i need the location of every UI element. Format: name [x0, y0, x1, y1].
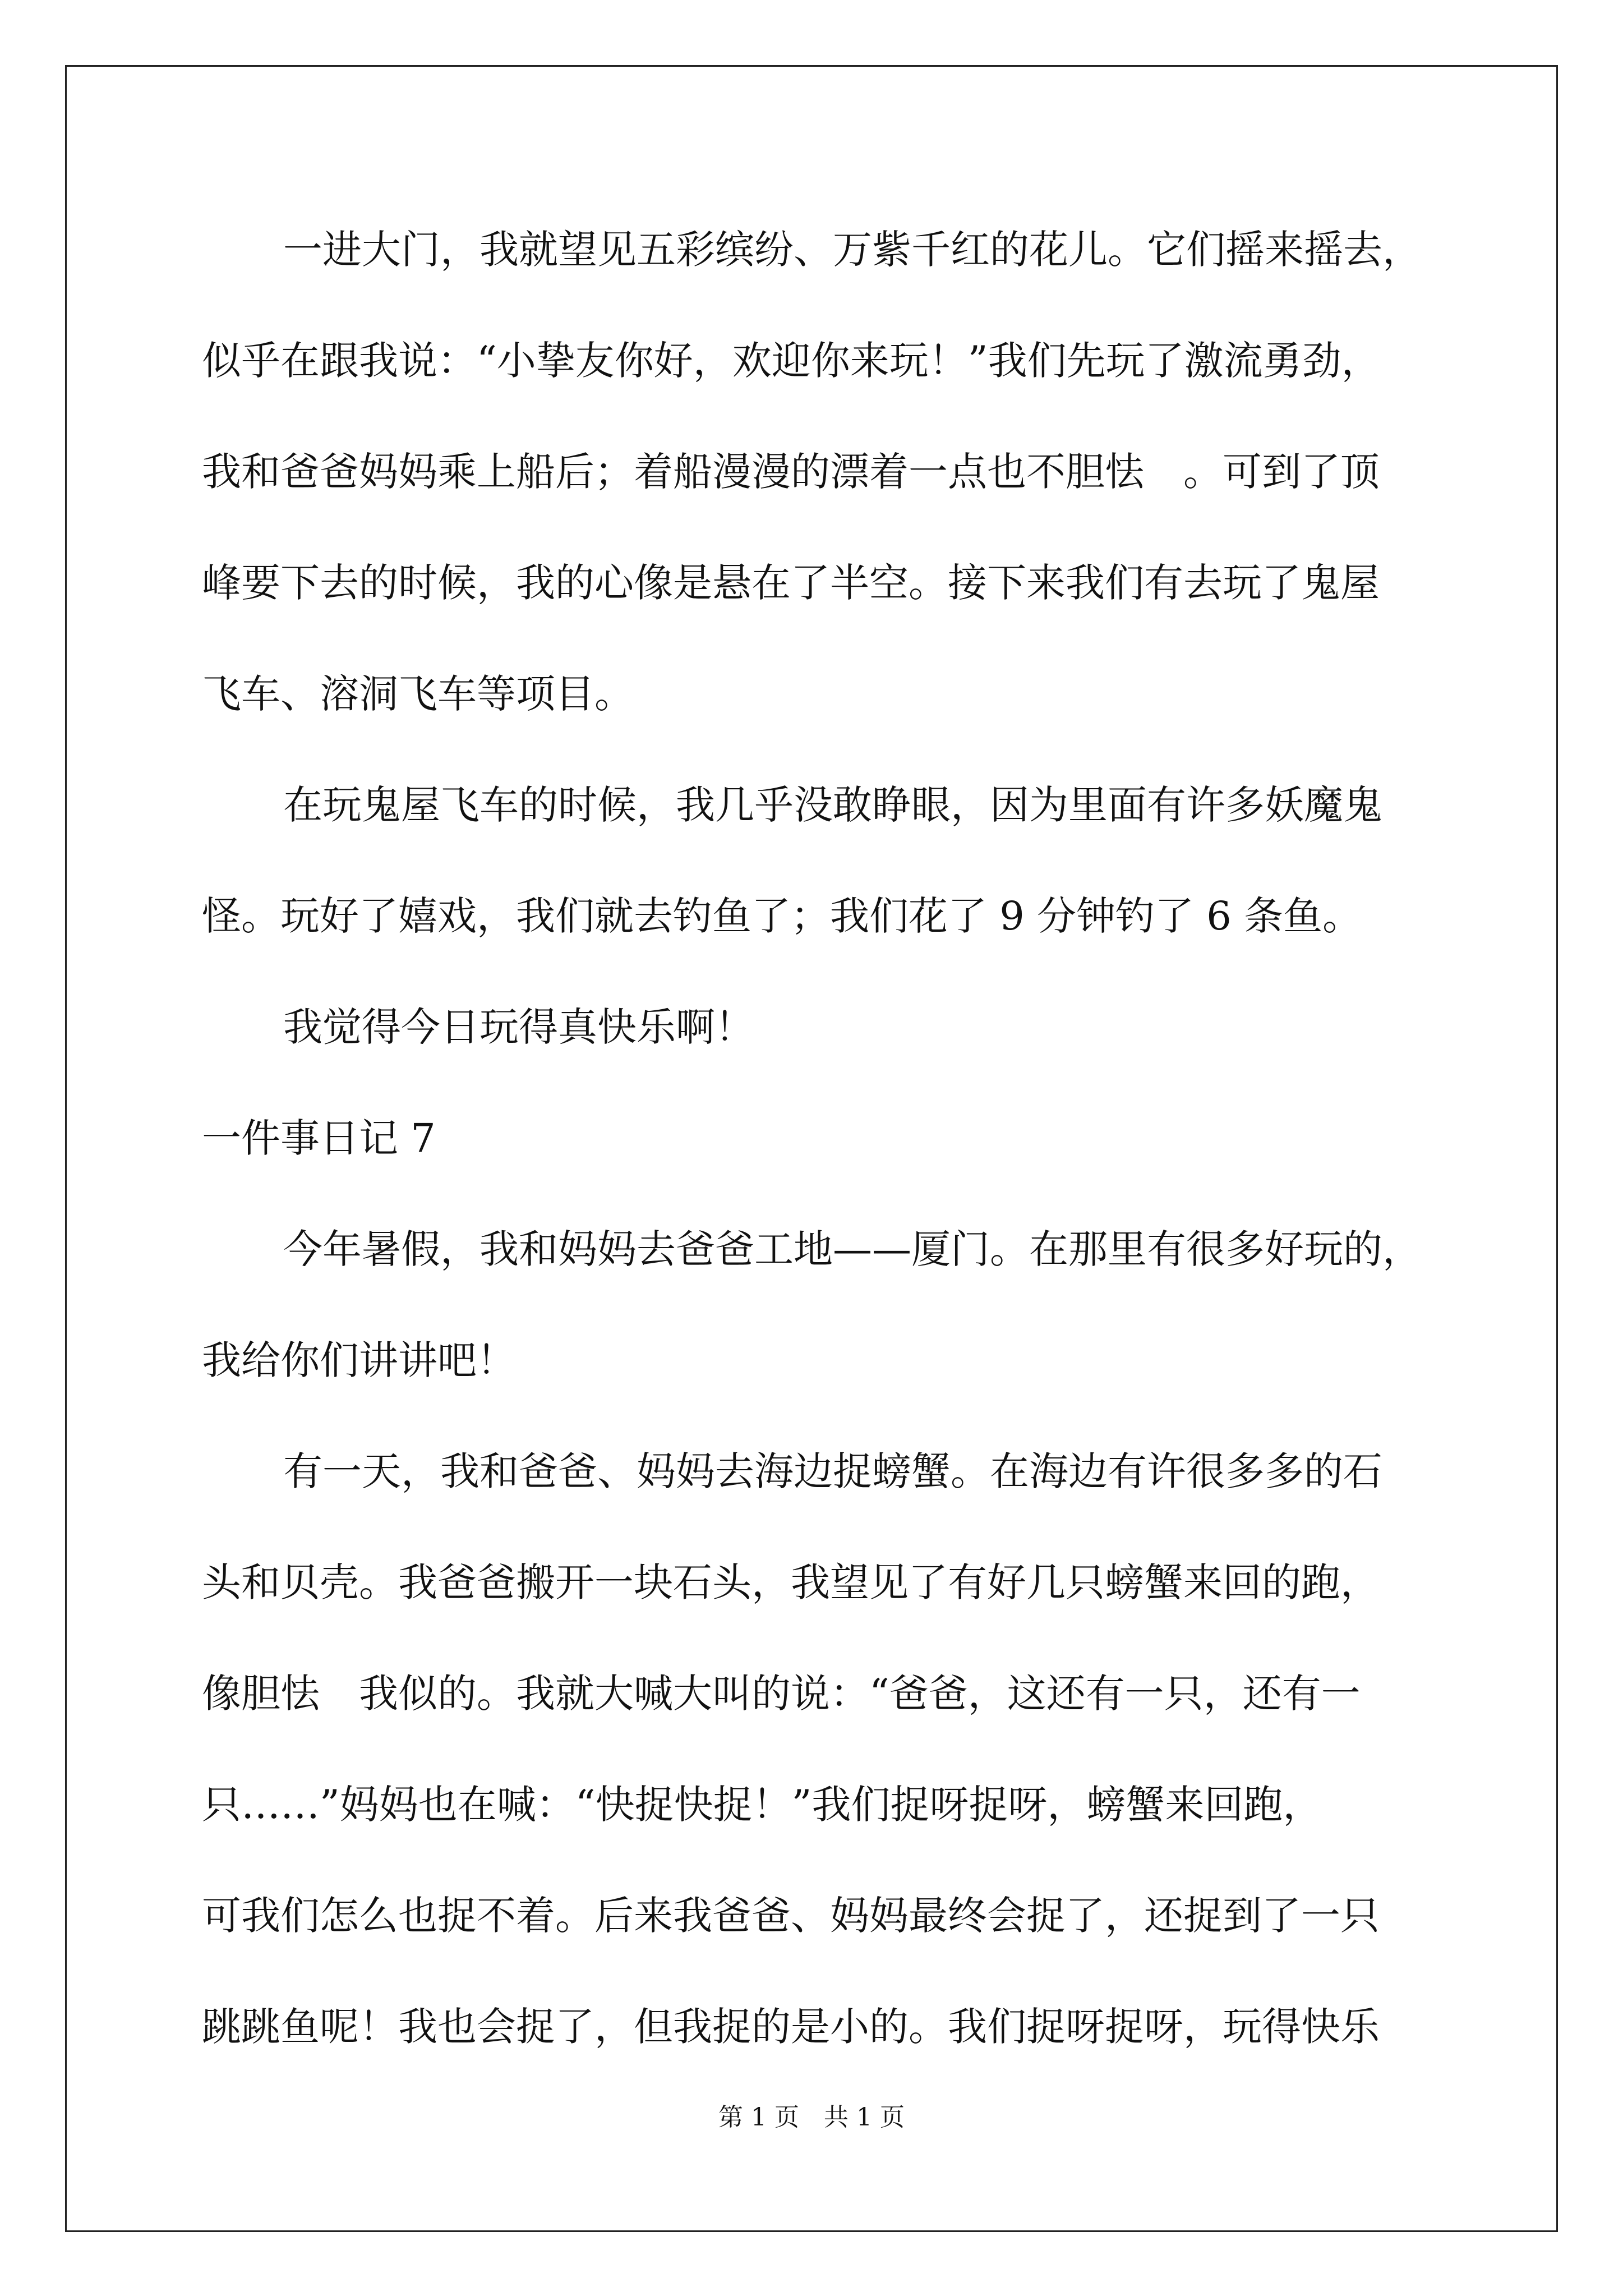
paragraph-line: 一进大门，我就望见五彩缤纷、万紫千红的花儿。它们摇来摇去，: [283, 227, 1422, 273]
paragraph-line: 我给你们讲讲吧！: [202, 1337, 516, 1383]
paragraph-line: 飞车、溶洞飞车等项目。: [202, 671, 634, 717]
page-footer: 第 1 页 共 1 页: [718, 2103, 905, 2132]
paragraph-line: 头和贝壳。我爸爸搬开一块石头，我望见了有好几只螃蟹来回的跑，: [202, 1559, 1380, 1605]
paragraph-line: 我和爸爸妈妈乘上船后；着船漫漫的漂着一点也不胆怯 。可到了顶: [202, 449, 1380, 495]
paragraph-line: 只……”妈妈也在喊：“快捉快捉！”我们捉呀捉呀，螃蟹来回跑，: [202, 1782, 1322, 1828]
paragraph-line: 似乎在跟我说：“小挚友你好，欢迎你来玩！”我们先玩了激流勇劲，: [202, 338, 1381, 384]
paragraph-line: 跳跳鱼呢！我也会捉了，但我捉的是小的。我们捉呀捉呀，玩得快乐: [202, 2004, 1380, 2050]
section-heading: 一件事日记 7: [202, 1115, 436, 1161]
paragraph-line: 怪。玩好了嬉戏，我们就去钓鱼了；我们花了 9 分钟钓了 6 条鱼。: [202, 893, 1362, 939]
paragraph-line: 我觉得今日玩得真快乐啊！: [283, 1004, 754, 1050]
paragraph-line: 可我们怎么也捉不着。后来我爸爸、妈妈最终会捉了，还捉到了一只: [202, 1893, 1380, 1939]
paragraph-line: 峰要下去的时候，我的心像是悬在了半空。接下来我们有去玩了鬼屋: [202, 560, 1380, 606]
paragraph-line: 在玩鬼屋飞车的时候，我几乎没敢睁眼，因为里面有许多妖魔鬼: [283, 782, 1382, 828]
paragraph-line: 今年暑假，我和妈妈去爸爸工地——厦门。在那里有很多好玩的，: [283, 1226, 1422, 1272]
paragraph-line: 有一天，我和爸爸、妈妈去海边捉螃蟹。在海边有许很多多的石: [283, 1448, 1382, 1494]
paragraph-line: 像胆怯 我似的。我就大喊大叫的说：“爸爸，这还有一只，还有一: [202, 1671, 1361, 1717]
